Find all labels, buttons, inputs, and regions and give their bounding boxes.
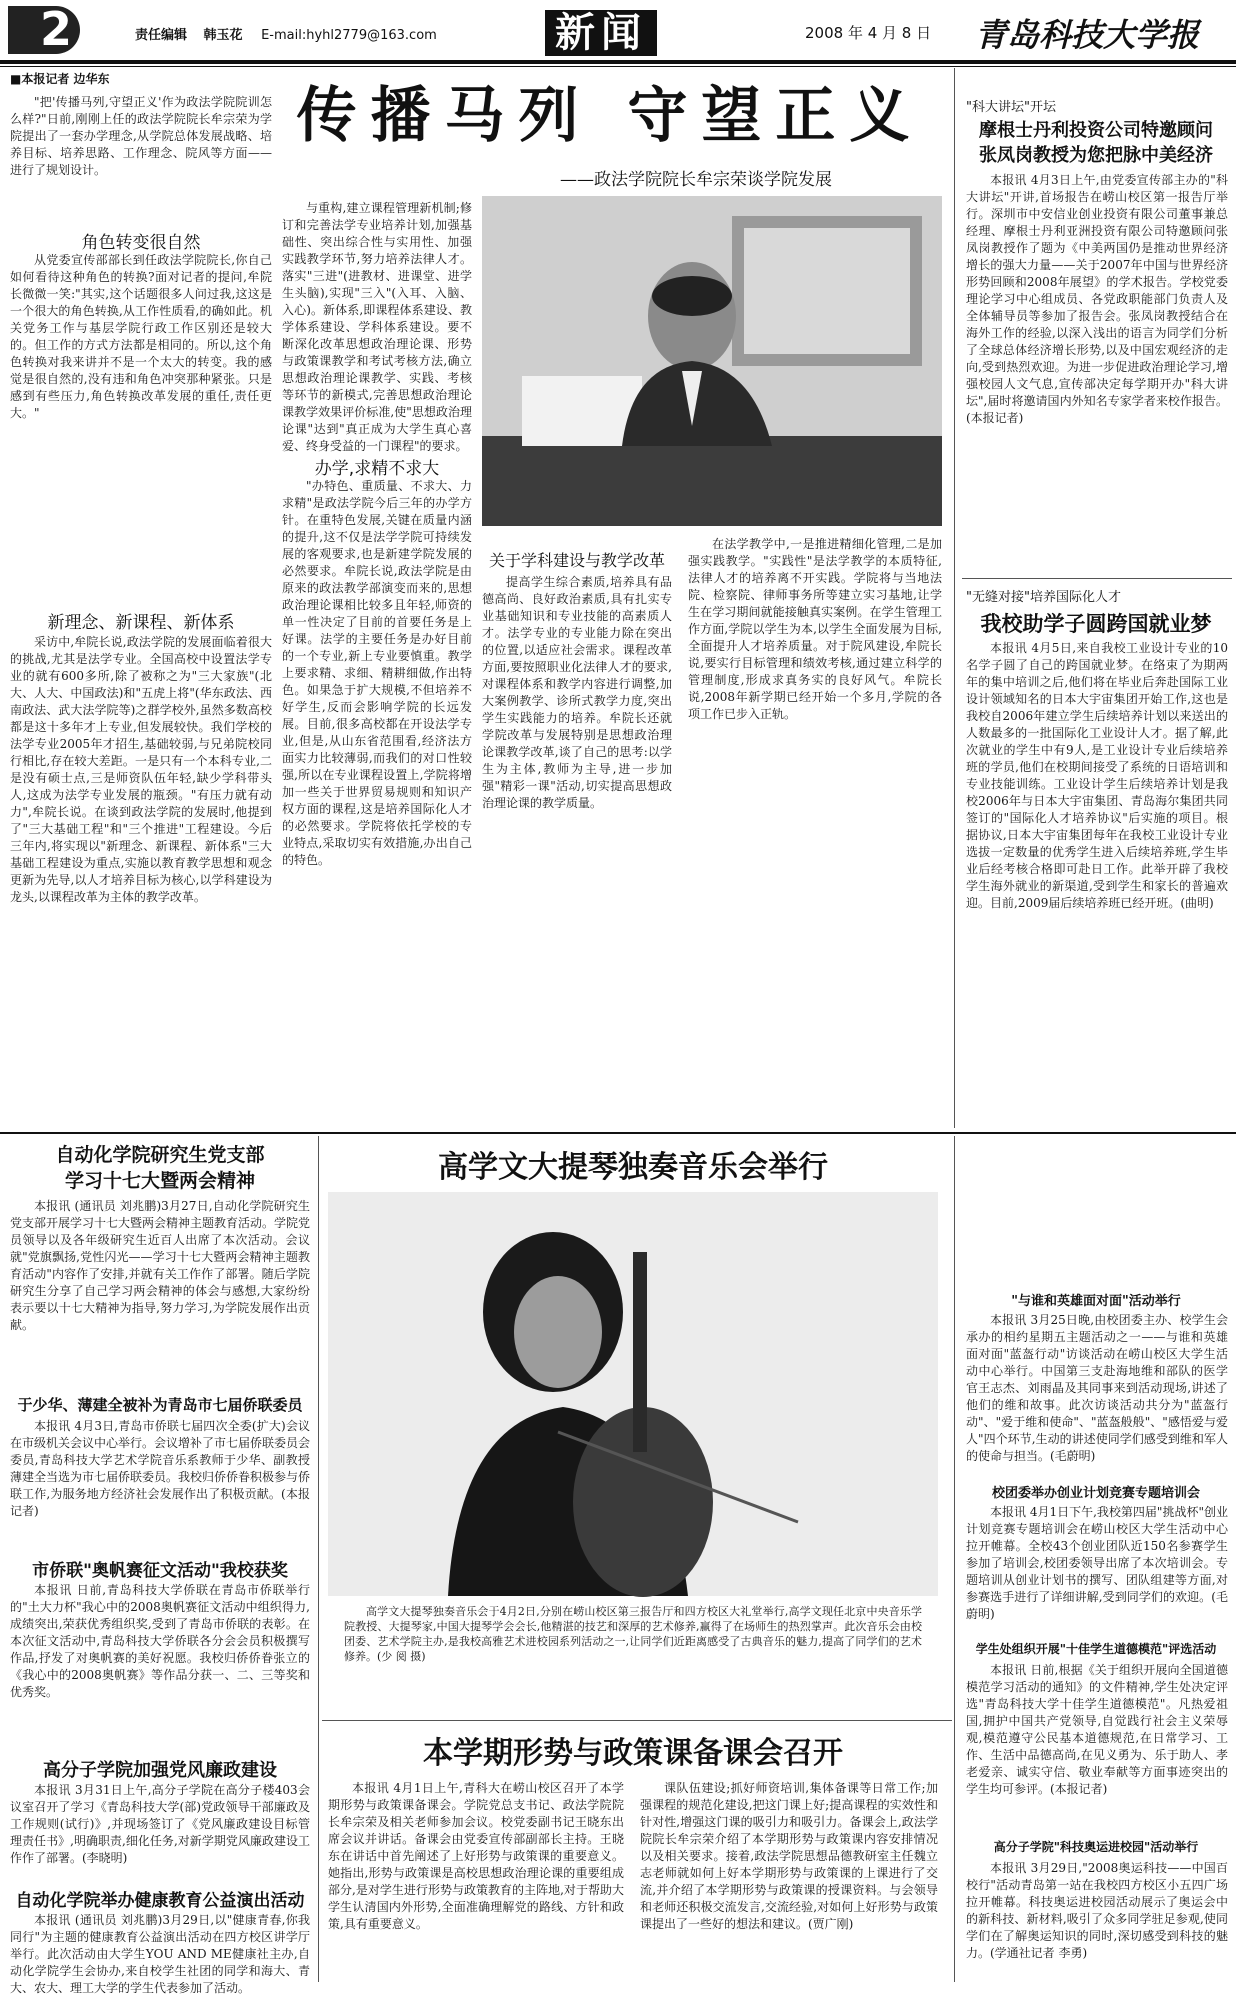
policy-title: 本学期形势与政策课备课会召开	[423, 1736, 843, 1771]
section-heading: 新理念、新课程、新体系	[47, 613, 235, 633]
story-title: 自动化学院研究生党支部 学习十七大暨两会精神	[55, 1144, 265, 1192]
column-divider	[954, 68, 955, 1128]
page-number: 2	[40, 2, 73, 56]
story-text: 本报讯 4月3日,青岛市侨联七届四次全委(扩大)会议在市级机关会议中心举行。会议增补了市七届侨联委员会委员,青岛科技大学艺术学院音乐系教师于少华、副教授薄建全当选为市七届侨联委员。我校归侨侨眷积极参与侨联工作,为服务地方经济社会发展作出了积极贡献。(本报记者)	[10, 1419, 311, 1518]
lead-col5: 在法学教学中,一是推进精细化管理,二是加强实践教学。"实践性"是法学教学的本质特征,法律人才的培养离不开实践。学院将与当地法院、检察院、律师事务所等建立实习基地,让学生在学习期间就能接触真实案例。在学生管理工作方面,学院以学生为本,以学生全面发展为目标,全面提升人才培养质量。对于院风建设,牟院长说,要实行目标管理和绩效考核,通过建立科学的管理制度,形成求真务实的良好风气。牟院长说,2008年新学期已经开始一个多月,学院的各项工作已步入正轨。	[688, 537, 942, 721]
concert-caption: 高学文大提琴独奏音乐会于4月2日,分别在崂山校区第三报告厅和四方校区大礼堂举行,高学文现任北京中央音乐学院教授、大提琴家,中国大提琴学会会长,他精湛的技艺和深厚的艺术修养,赢得了在场师生的热烈掌声。此次音乐会由校团委、艺术学院主办,是我校高雅艺术进校园系列活动之一,让同学们近距离感受了古典音乐的魅力,提高了同学们的艺术修养。(少 阅 摄)	[344, 1605, 922, 1663]
photo-caption: 关于学科建设与教学改革	[488, 551, 665, 570]
sidebar-kicker: "无缝对接"培养国际化人才	[966, 590, 1121, 605]
sidebar-title: 我校助学子圆跨国就业梦	[980, 612, 1212, 636]
policy-text-left: 本报讯 4月1日上午,青科大在崂山校区召开了本学期形势与政策课备课会。学院党总支书记、政法学院院长牟宗荣及相关老师参加会议。校党委副书记王晓东出席会议并讲话。备课会由党委宣传部副部长主持。王晓东在讲话中首先阐述了上好形势与政策课的重要意义。她指出,形势与政策课是高校思想政治理论课的重要组成部分,是对学生进行形势与政策教育的主阵地,对于帮助大学生认清国内外形势,全面准确理解党的路线、方针和政策,具有重要意义。	[328, 1781, 624, 1931]
story-text: 本报讯 3月31日上午,高分子学院在高分子楼403会议室召开了学习《青岛科技大学(部)党政领导干部廉政及工作规则(试行)》,并现场签订了《党风廉政建设目标管理责任书》,明确职责,细化任务,对新学期党风廉政建设工作作了部署。(李晓明)	[10, 1783, 310, 1865]
policy-text-right: 课队伍建设;抓好师资培训,集体备课等日常工作;加强课程的规范化建设,把这门课上好;提高课程的实效性和针对性,增强这门课的吸引力和吸引力。备课会上,政法学院院长牟宗荣介绍了本学期形势与政策课内容安排情况以及相关要求。接着,政法学院思想品德教研室主任魏立志老师就如何上好本学期形势与政策课的上课进行了交流,并介绍了本学期形势与政策课的授课资料。与会领导和老师还积极交流发言,交流经验,对如何上好形势与政策课提出了一些好的想法和建议。(贾广刚)	[640, 1781, 938, 1931]
header-rule-thin	[0, 66, 1236, 67]
story-text: 本报讯 3月29日,"2008奥运科技——中国百校行"活动青岛第一站在我校四方校区小五四广场拉开帷幕。科技奥运进校园活动展示了奥运会中的新科技、新材料,吸引了众多同学驻足参观,使同学们在了解奥运知识的同时,深切感受到科技的魅力。(学通社记者 李勇)	[966, 1861, 1228, 1960]
concert-title: 高学文大提琴独奏音乐会举行	[438, 1150, 828, 1185]
divider	[322, 1720, 952, 1721]
column-divider	[954, 1136, 955, 1982]
concert-photo	[328, 1192, 938, 1596]
sidebar-kicker: "科大讲坛"开坛	[966, 100, 1056, 115]
column-divider	[318, 1136, 319, 1982]
editor-label: 责任编辑 韩玉花 E-mail:hyhl2779@163.com	[135, 28, 437, 43]
lead-col3: 与重构,建立课程管理新机制;修订和完善法学专业培养计划,加强基础性、突出综合性与实用性、加强实践教学环节,努力培养法律人才。落实"三进"(进教材、进课堂、进学生头脑),实现"三入"(入耳、入脑、入心)。新体系,即课程体系建设、教学体系建设、学科体系建设。要不断深化改革思想政治理论课、形势与政策课教学和考试考核方法,确立思想政治理论课教学、实践、考核等环节的新模式,完善思想政治理论课教学效果评价标准,使"思想政治理论课"达到"真正成为大学生真心喜爱、终身受益的一门课程"的要求。	[282, 201, 472, 453]
section-heading: 办学,求精不求大	[314, 459, 440, 479]
section-heading: 角色转变很自然	[81, 233, 201, 253]
lead-photo	[482, 196, 942, 526]
lead-intro: "把'传播马列,守望正义'作为政法学院院训怎么样?"日前,刚刚上任的政法学院院长牟宗荣为学院提出了一套办学理念,从学院总体发展战略、培养目标、培养思路、工作理念、院风等方面——进行了规划设计。	[10, 95, 272, 177]
story-title: 高分子学院"科技奥运进校园"活动举行	[993, 1840, 1199, 1854]
section-label: 新闻	[545, 10, 657, 56]
story-title: 学生处组织开展"十佳学生道德模范"评选活动	[975, 1642, 1217, 1656]
sidebar-text: 本报讯 4月5日,来自我校工业设计专业的10名学子圆了自己的跨国就业梦。在络束了为期两年的集中培训之后,他们将在毕业后奔赴国际工业设计领域知名的日本大宇宙集团开始工作,这也是我校自2006年建立学生后续培养计划以来送出的人数最多的一批国际化工业设计人才。据了解,此次就业的学生中有9人,是工业设计专业后续培养班的学员,他们在校期间接受了系统的日语培训和专业技能训练。工业设计学生后续培养计划是我校2006年与日本大宇宙集团、青岛海尔集团共同签订的"国际化人才培养协议"后实施的项目。根据协议,日本大宇宙集团每年在我校工业设计专业选拔一定数量的优秀学生进入后续培养班,学生毕业后经考核合格即可赴日工作。此举开辟了我校学生海外就业的新渠道,受到学生和家长的普遍欢迎。目前,2009届后续培养班已经开班。(曲明)	[966, 641, 1228, 910]
lead-title: 传播马列 守望正义	[296, 81, 924, 151]
sidebar-text: 本报讯 4月3日上午,由党委宣传部主办的"科大讲坛"开讲,首场报告在崂山校区第一报告厅举行。深圳市中安信业创业投资有限公司董事兼总经理、摩根士丹利亚洲投资有限公司特邀顾问张凤岗教授作了题为《中美两国仍是推动世界经济增长的强大力量——关于2007年中国与世界经济形势回顾和2008年展望》的学术报告。学校党委理论学习中心组成员、各党政职能部门负责人及全体辅导员等参加了报告会。张凤岗教授结合在海外工作的经验,以深入浅出的语言为同学们分析了全球总体经济增长形势,以及中国宏观经济的走向,受到热烈欢迎。为进一步促进政治理论学习,增强校园人文气息,宣传部决定每学期开办"科大讲坛",届时将邀请国内外知名专家学者来校作报告。(本报记者)	[966, 173, 1228, 425]
lead-subtitle: ——政法学院院长牟宗荣谈学院发展	[560, 170, 832, 190]
byline: ■本报记者 边华东	[10, 72, 110, 86]
story-text: 本报讯 日前,青岛科技大学侨联在青岛市侨联举行的"土大力杯"我心中的2008奥帆赛征文活动中组织得力,成绩突出,荣获优秀组织奖,受到了青岛市侨联的表彰。在本次征文活动中,青岛科技大学侨联各分会会员积极撰写作品,抒发了对奥帆赛的美好祝愿。我校归侨侨眷张立的《我心中的2008奥帆赛》等作品分获一、二、三等奖和优秀奖。	[10, 1583, 310, 1699]
story-title: 自动化学院举办健康教育公益演出活动	[15, 1891, 305, 1911]
cellist-illustration	[328, 1192, 938, 1596]
story-title: 市侨联"奥帆赛征文活动"我校获奖	[32, 1561, 288, 1581]
section-rule	[0, 1132, 1236, 1134]
story-title: 于少华、薄建全被补为青岛市七届侨联委员	[17, 1396, 303, 1414]
header-rule	[0, 60, 1236, 64]
story-text: 本报讯 3月25日晚,由校团委主办、校学生会承办的相约星期五主题活动之一——与谁和英雄面对面"蓝盔行动"访谈活动在崂山校区大学生活动中心举行。中国第三支赴海地维和部队的医学官王志杰、刘雨晶及其同事来到活动现场,讲述了他们的维和故事。此次访谈活动共分为"蓝盔行动"、"爱于维和使命"、"蓝盔般般"、"感悟爱与爱人"四个环节,生动的讲述使同学们感受到维和军人的使命与担当。(毛蔚明)	[966, 1313, 1228, 1463]
sidebar-title: 摩根士丹利投资公司特邀顾问 张凤岗教授为您把脉中美经济	[979, 120, 1213, 166]
story-text: 本报讯 日前,根据《关于组织开展向全国道德模范学习活动的通知》的文件精神,学生处决定评选"青岛科技大学十佳学生道德模范"。凡热爱祖国,拥护中国共产党领导,自觉践行社会主义荣辱观,模范遵守公民基本道德规范,在日常学习、工作、生活中品德高尚,在见义勇为、乐于助人、孝老爱亲、诚实守信、敬业奉献等方面事迹突出的学生均可参评。(本报记者)	[966, 1663, 1228, 1796]
lead-section-text: 从党委宣传部部长到任政法学院院长,你自己如何看待这种角色的转换?面对记者的提问,牟院长微微一笑:"其实,这个话题很多人问过我,这这是一个很大的角色转换,从工作性质看,的确如此。机关党务工作与基层学院行政工作区别还是较大的。但工作的方式方法都是相同的。所以,这个角色转换对我来讲并不是一个太大的转变。我的感觉是很自然的,没有违和角色冲突那种紧张。只是感到有些压力,角色转换改革发展的重任,责任更大。"	[10, 253, 272, 420]
story-title: 高分子学院加强党风廉政建设	[43, 1760, 277, 1781]
lead-section-text: 采访中,牟院长说,政法学院的发展面临着很大的挑战,尤其是法学专业。全国高校中设置法学专业的就有600多所,除了被称之为"三大家族"(北大、人大、中国政法)和"五虎上将"(华东政法、西南政法、武大法学院等)之群学校外,虽然多数高校都是这十多年才上专业,但发展较快。我们学校的法学专业2005年才招生,基础较弱,与兄弟院校同行相比,存在较大差距。一是只有一个本科专业,二是没有硕士点,三是师资队伍年轻,缺少学科带头人,这成为法学专业发展的瓶颈。"有压力就有动力",牟院长说。在谈到政法学院的发展时,他提到了"三大基础工程"和"三个推进"工程建设。今后三年内,将实现以"新理念、新课程、新体系"三大基础工程建设为重点,实施以教育教学思想和观念更新为先导,以人才培养目标为核心,以学科建设为龙头,以课程改革为主体的教学改革。	[10, 635, 272, 904]
story-text: 本报讯 4月1日下午,我校第四届"挑战杯"创业计划竞赛专题培训会在崂山校区大学生活动中心拉开帷幕。全校43个创业团队近150名参赛学生参加了培训会,校团委领导出席了本次培训会。专题培训从创业计划书的撰写、团队组建等方面,对参赛选手进行了详细讲解,受到同学们的欢迎。(毛蔚明)	[966, 1505, 1228, 1621]
story-title: 校团委举办创业计划竞赛专题培训会	[991, 1486, 1200, 1501]
issue-date: 2008 年 4 月 8 日	[805, 24, 932, 42]
lead-col4: 提高学生综合素质,培养具有品德高尚、良好政治素质,具有扎实专业基础知识和专业技能的高素质人才。法学专业的专业能力除在突出的位置,以适应社会需求。课程改革方面,要按照职业化法律人才的要求,对课程体系和教学内容进行调整,加大案例教学、诊所式教学力度,突出学生实践能力的培养。牟院长还就学院改革与发展特别是思想政治理论课教学改革,谈了自己的思考:以学生为主体,教师为主导,进一步加强"精彩一课"活动,切实提高思想政治理论课的教学质量。	[482, 575, 672, 810]
masthead: 青岛科技大学报	[975, 16, 1200, 54]
portrait-illustration	[482, 196, 942, 526]
story-text: 本报讯 (通讯员 刘兆鹏)3月27日,自动化学院研究生党支部开展学习十七大暨两会精神主题教育活动。学院党员领导以及各年级研究生近百人出席了本次活动。会议就"党旗飘扬,党性闪光——学习十七大暨两会精神主题教育活动"内容作了安排,并就有关工作作了部署。随后学院研究生分享了自己学习两会精神的体会与感想,大家纷纷表示要以十七大精神为指导,努力学习,为学院发展作出贡献。	[10, 1199, 311, 1332]
lead-col3b: "办特色、重质量、不求大、力求精"是政法学院今后三年的办学方针。在重特色发展,关键在质量内涵的提升,这不仅是法学学院可持续发展的客观要求,也是新建学院发展的必然要求。牟院长说,政法学院是由原来的政法教学部演变而来的,思想政治理论课相比较多且年轻,师资的单一性决定了目前的首要任务是上好课。法学的主要任务是办好目前的一个专业,新上专业要慎重。教学上要求精、求细、精耕细做,作出特色。如果急于扩大规模,不但培养不好学生,反而会影响学院的长远发展。目前,很多高校都在开设法学专业,但是,从山东省范围看,经济法方面实力比较薄弱,而我们的对口性较强,所以在专业课程设置上,学院将增加一些关于世界贸易规则和知识产权方面的课程,这是培养国际化人才的必然要求。学院将依托学校的专业特点,采取切实有效措施,办出自己的特色。	[282, 479, 472, 867]
story-title: "与谁和英雄面对面"活动举行	[1011, 1294, 1181, 1309]
divider	[962, 578, 1232, 579]
story-text: 本报讯 (通讯员 刘兆鹏)3月29日,以"健康青春,你我同行"为主题的健康教育公益演出活动在四方校区讲学厅举行。此次活动由大学生YOU AND ME健康社主办,自动化学院学生会协办,来自校学生社团的同学和海大、青大、农大、理工大学的学生代表参加了活动。	[10, 1913, 310, 1995]
